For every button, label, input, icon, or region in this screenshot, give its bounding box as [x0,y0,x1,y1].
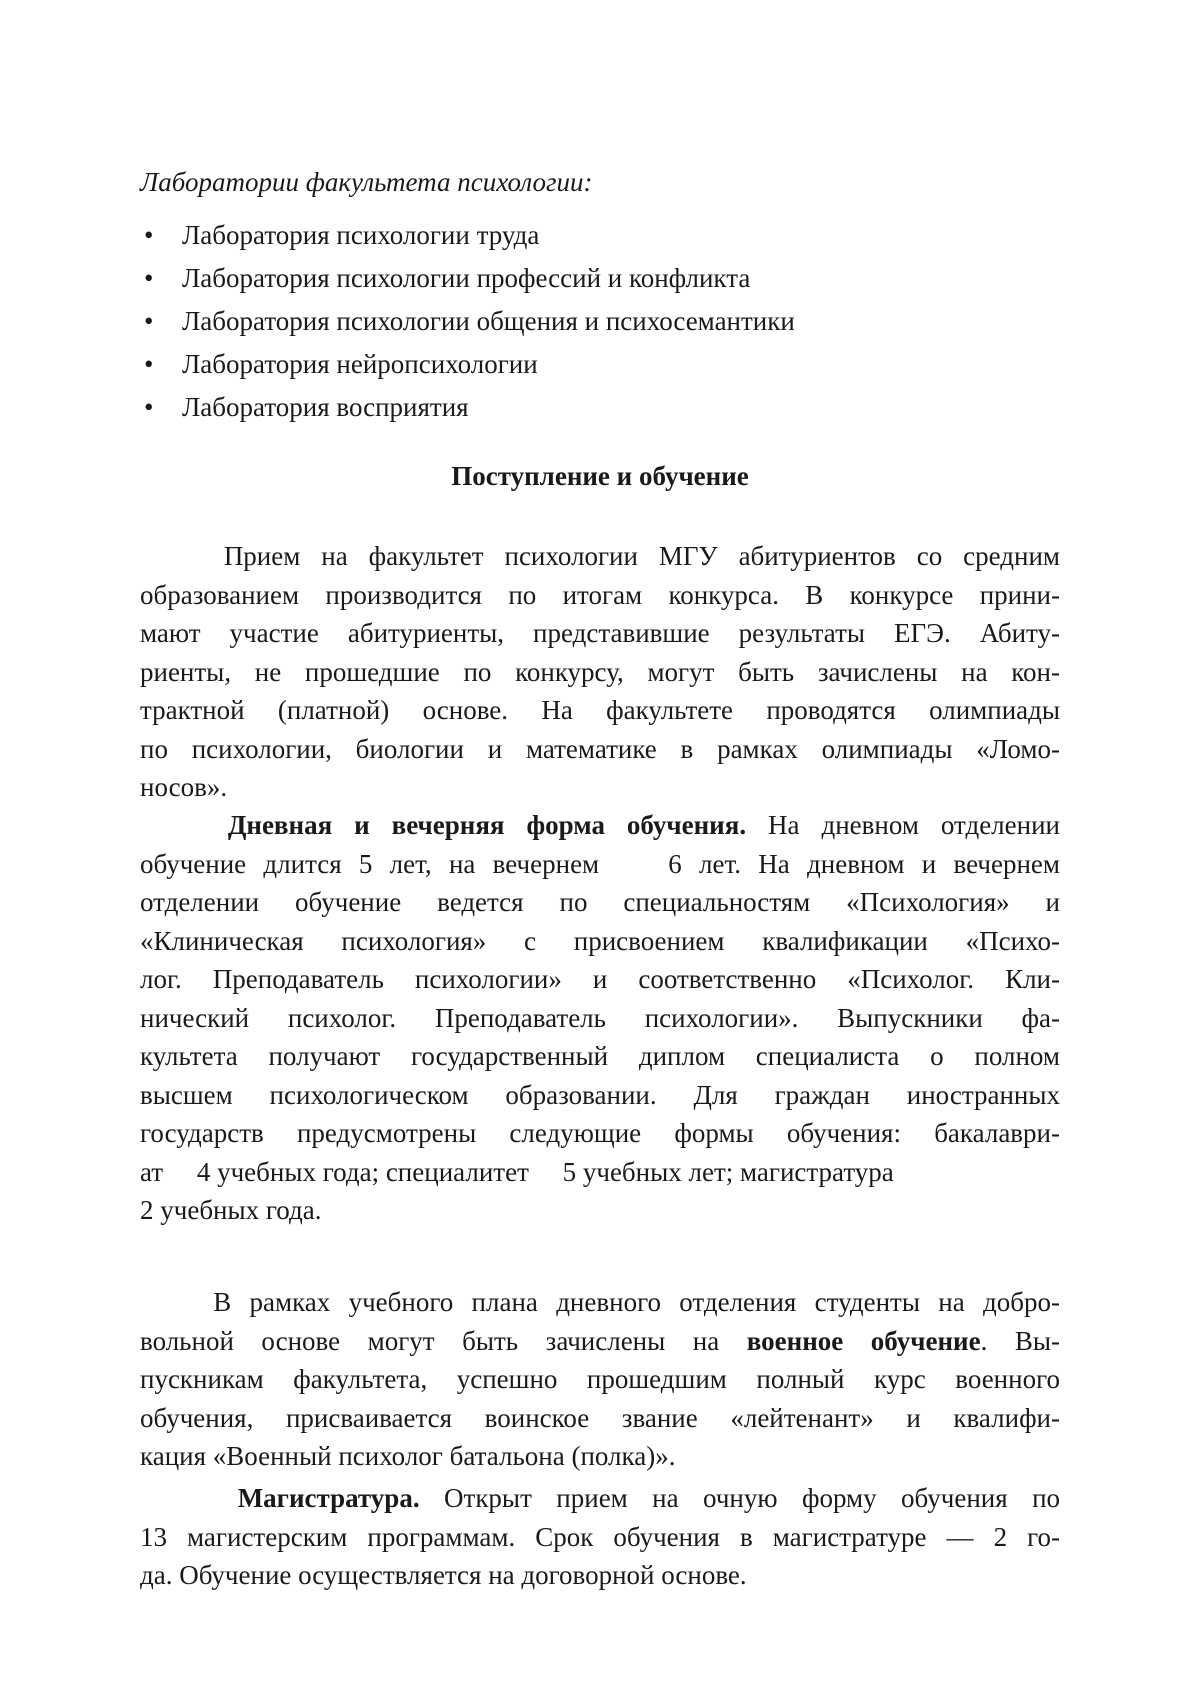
text-line: государств предусмотрены следующие формы обучения: бакалаври- [140,1114,1060,1153]
text-line: да. Обучение осуществляется на договорной основе. [140,1556,1060,1595]
list-item: • Лаборатория нейропсихологии [140,343,1060,386]
admission-paragraph [140,537,1060,807]
text-line: трактной (платной) основе. На факультете проводятся олимпиады [140,691,1060,730]
bullet-icon: • [144,343,153,386]
forms-lead: Дневная и вечерняя форма обучения. [228,810,746,840]
text-line: Магистратура. Открыт прием на очную форму обучения по [140,1479,1060,1518]
text-line: Прием на факультет психологии МГУ абитуриентов со средним [140,537,1060,576]
text-line: 13 магистерским программам. Срок обучения в магистратуре — 2 го- [140,1518,1060,1557]
bullet-icon: • [144,257,153,300]
text-line: образованием производится по итогам конкурса. В конкурсе прини- [140,576,1060,615]
text-line: 2 учебных года. [140,1191,1060,1230]
masters-lead: Магистратура. [238,1483,420,1513]
text-line: пускникам факультета, успешно прошедшим полный курс военного [140,1360,1060,1399]
text-line: нический психолог. Преподаватель психологии». Выпускники фа- [140,999,1060,1038]
text-line: обучение длится 5 лет, на вечернем 6 лет. На дневном и вечернем [140,845,1060,884]
document-page [0,0,1200,1694]
text-line: Дневная и вечерняя форма обучения. На дневном отделении [140,806,1060,845]
list-item: • Лаборатория психологии профессий и конфликта [140,257,1060,300]
military-term: военное обучение [747,1326,981,1356]
list-item: • Лаборатория восприятия [140,386,1060,429]
text-line: В рамках учебного плана дневного отделения студенты на добро- [140,1283,1060,1322]
text-line: риенты, не прошедшие по конкурсу, могут быть зачислены на кон- [140,653,1060,692]
masters-paragraph [140,1479,1060,1595]
labs-heading: Лаборатории факультета психологии: [140,163,592,202]
list-item: • Лаборатория психологии общения и психосемантики [140,300,1060,343]
bullet-icon: • [144,214,153,257]
military-paragraph [140,1283,1060,1476]
list-item: • Лаборатория психологии труда [140,214,1060,257]
text-line: кация «Военный психолог батальона (полка)». [140,1437,1060,1476]
text-line: культета получают государственный диплом специалиста о полном [140,1037,1060,1076]
bullet-icon: • [144,300,153,343]
text-line: «Клиническая психология» с присвоением квалификации «Психо- [140,922,1060,961]
text-line: обучения, присваивается воинское звание «лейтенант» и квалифи- [140,1399,1060,1438]
text-line: высшем психологическом образовании. Для граждан иностранных [140,1076,1060,1115]
text-line: вольной основе могут быть зачислены на военное обучение. Вы- [140,1322,1060,1361]
text-line: мают участие абитуриенты, представившие результаты ЕГЭ. Абиту- [140,614,1060,653]
labs-list [140,214,1060,429]
section-title: Поступление и обучение [140,457,1060,496]
text-line: лог. Преподаватель психологии» и соответственно «Психолог. Кли- [140,960,1060,999]
text-line: отделении обучение ведется по специальностям «Психология» и [140,883,1060,922]
text-line: носов». [140,768,1060,807]
text-line: ат 4 учебных года; специалитет 5 учебных лет; магистратура [140,1153,1060,1192]
forms-paragraph [140,806,1060,1230]
bullet-icon: • [144,386,153,429]
text-line: по психологии, биологии и математике в рамках олимпиады «Ломо- [140,730,1060,769]
